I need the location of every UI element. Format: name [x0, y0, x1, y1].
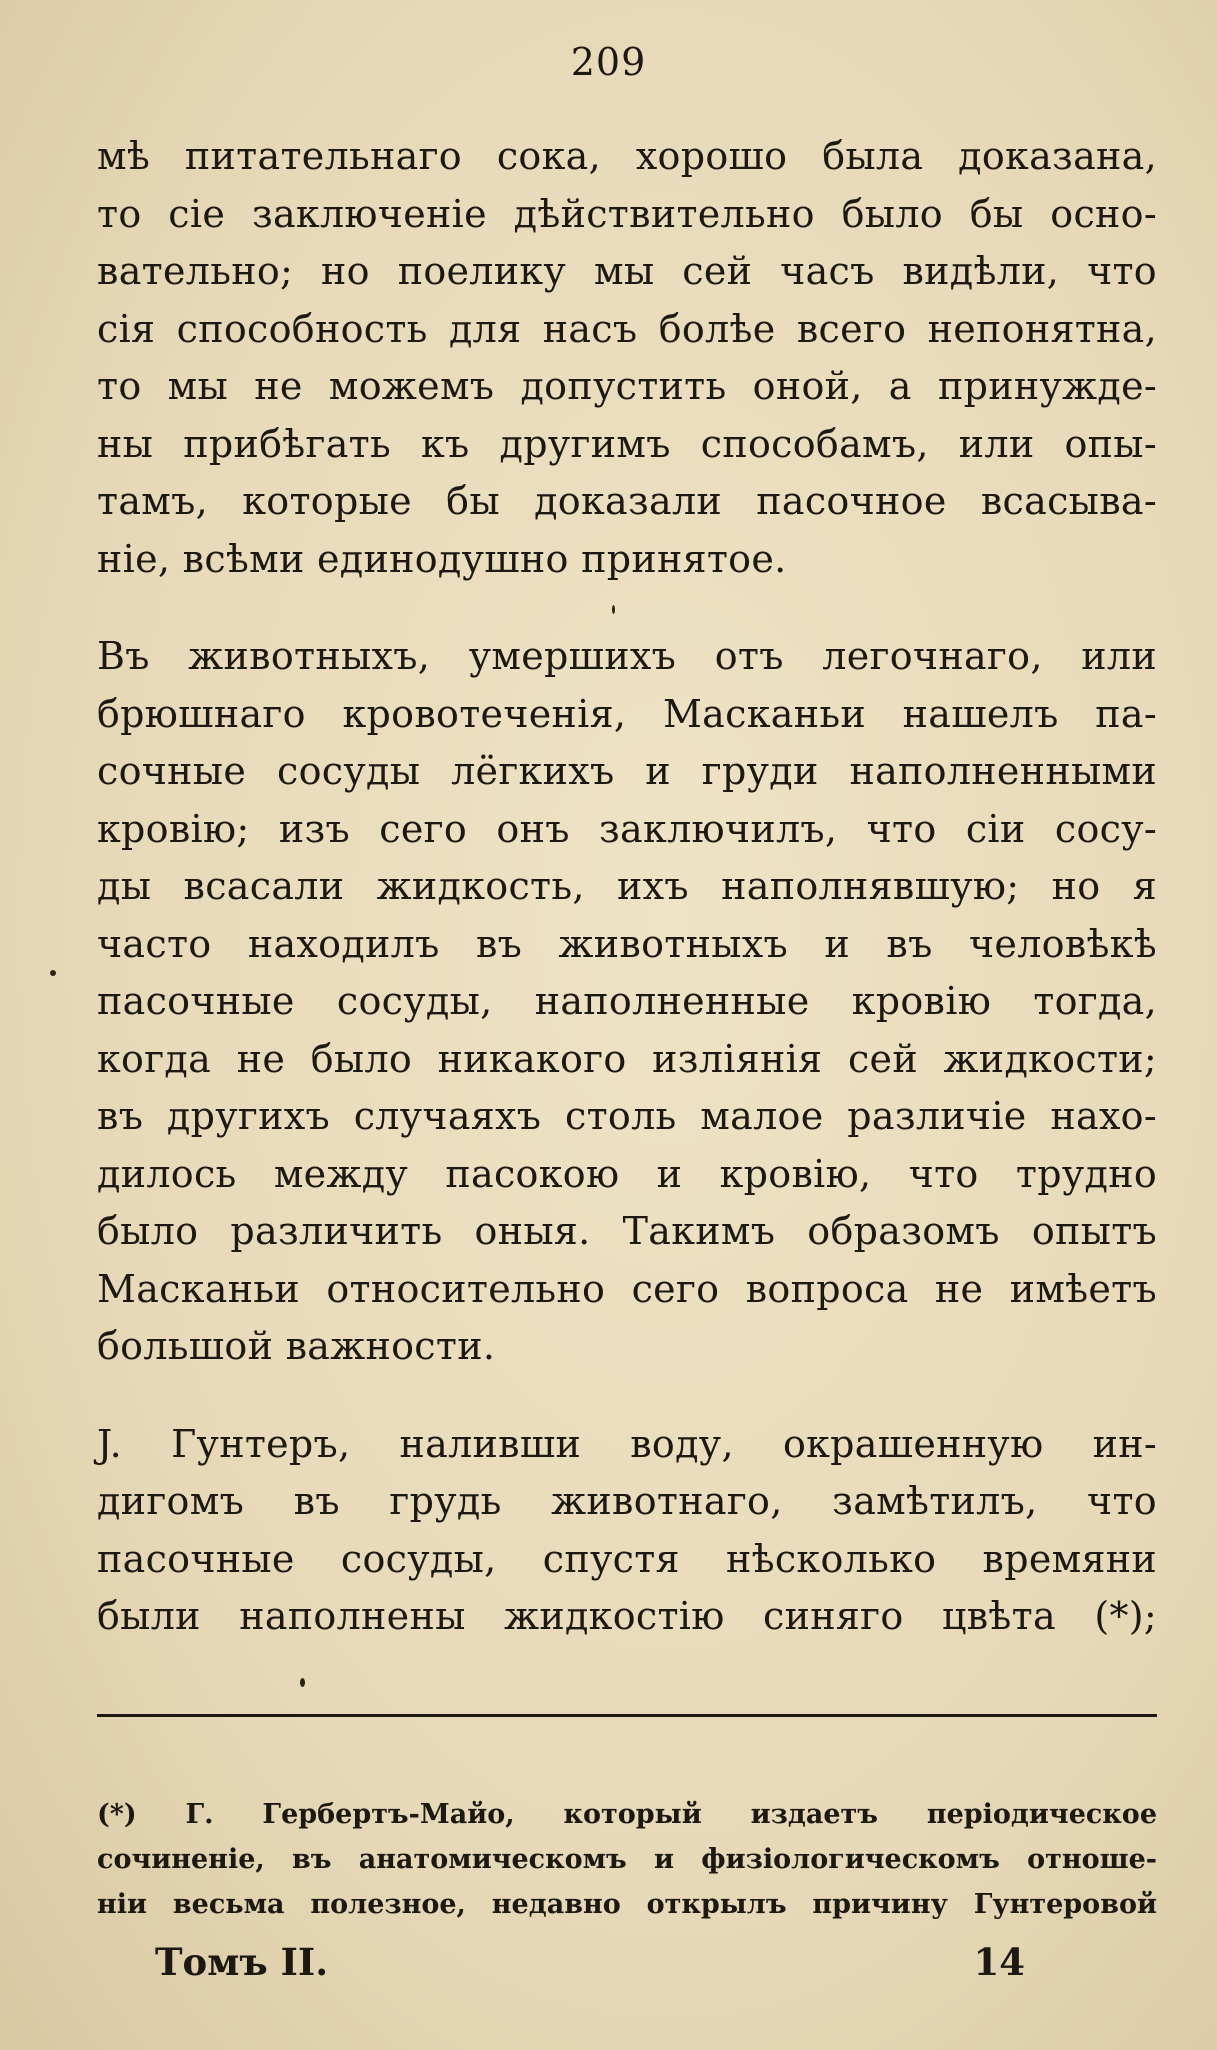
text-line: сочные сосуды лёгкихъ и груди наполненными	[97, 749, 1157, 793]
text-line: Масканьи относительно сего вопроса не имѣетъ	[97, 1266, 1157, 1311]
text-line: брюшнаго кровотеченія, Масканьи нашелъ па-	[97, 691, 1157, 736]
text-line: дигомъ въ грудь животнаго, замѣтилъ, что	[97, 1479, 1157, 1523]
text-line: дилось между пасокою и кровію, что трудно	[97, 1151, 1157, 1196]
sheet-number: 14	[973, 1940, 1025, 1984]
text-line: были наполнены жидкостію синяго цвѣта (*);	[97, 1594, 1157, 1638]
text-line: J. Гунтеръ, наливши воду, окрашенную ин-	[97, 1421, 1157, 1466]
text-line: вательно; но поелику мы сей часъ видѣли, что	[97, 249, 1157, 293]
text-line: Въ животныхъ, умершихъ отъ легочнаго, или	[97, 634, 1157, 678]
text-line: ны прибѣгать къ другимъ способамъ, или опы-	[97, 421, 1157, 466]
ink-speck	[50, 970, 56, 976]
text-line: кровію; изъ сего онъ заключилъ, что сіи сосу-	[97, 806, 1157, 851]
text-line: тамъ, которые бы доказали пасочное всасыва-	[97, 479, 1157, 523]
text-line: когда не было никакого изліянія сей жидкости;	[97, 1036, 1157, 1081]
text-line: мѣ питательнаго сока, хорошо была доказана,	[97, 134, 1157, 178]
footnote-line: сочиненіе, въ анатомическомъ и физіологическомъ отноше-	[97, 1844, 1157, 1875]
text-line: часто находилъ въ животныхъ и въ человѣкѣ	[97, 921, 1157, 966]
text-line: сія способность для насъ болѣе всего непонятна,	[97, 306, 1157, 351]
ink-speck	[612, 605, 615, 614]
paragraph	[97, 1416, 1157, 1646]
text-line: ніе, всѣми единодушно принятое.	[97, 536, 787, 581]
paragraph	[97, 128, 1157, 588]
text-line: большой важности.	[97, 1324, 496, 1368]
footnote-line: ніи весьма полезное, недавно открылъ причину Гунтеровой	[97, 1889, 1157, 1920]
ink-speck	[300, 1678, 305, 1687]
text-line: ды всасали жидкость, ихъ наполнявшую; но я	[97, 864, 1157, 908]
volume-label: Томъ II.	[155, 1940, 329, 1984]
text-line: пасочные сосуды, спустя нѣсколько времяни	[97, 1536, 1157, 1581]
text-line: въ другихъ случаяхъ столь малое различіе нахо-	[97, 1094, 1157, 1138]
main-text	[97, 128, 1157, 1646]
paragraph	[97, 628, 1157, 1376]
footnote-divider	[97, 1714, 1157, 1717]
text-line: то мы не можемъ допустить оной, а принужде-	[97, 364, 1157, 408]
text-line: пасочные сосуды, наполненные кровію тогда,	[97, 979, 1157, 1023]
page-number: 209	[570, 40, 647, 84]
signature-line	[155, 1940, 1025, 1984]
footnote-line: (*) Г. Гербертъ-Майо, который издаетъ періодическое	[97, 1799, 1157, 1830]
footnote	[97, 1792, 1157, 1927]
text-line: то сіе заключеніе дѣйствительно было бы осно-	[97, 191, 1157, 236]
text-line: было различить оныя. Такимъ образомъ опытъ	[97, 1209, 1157, 1253]
